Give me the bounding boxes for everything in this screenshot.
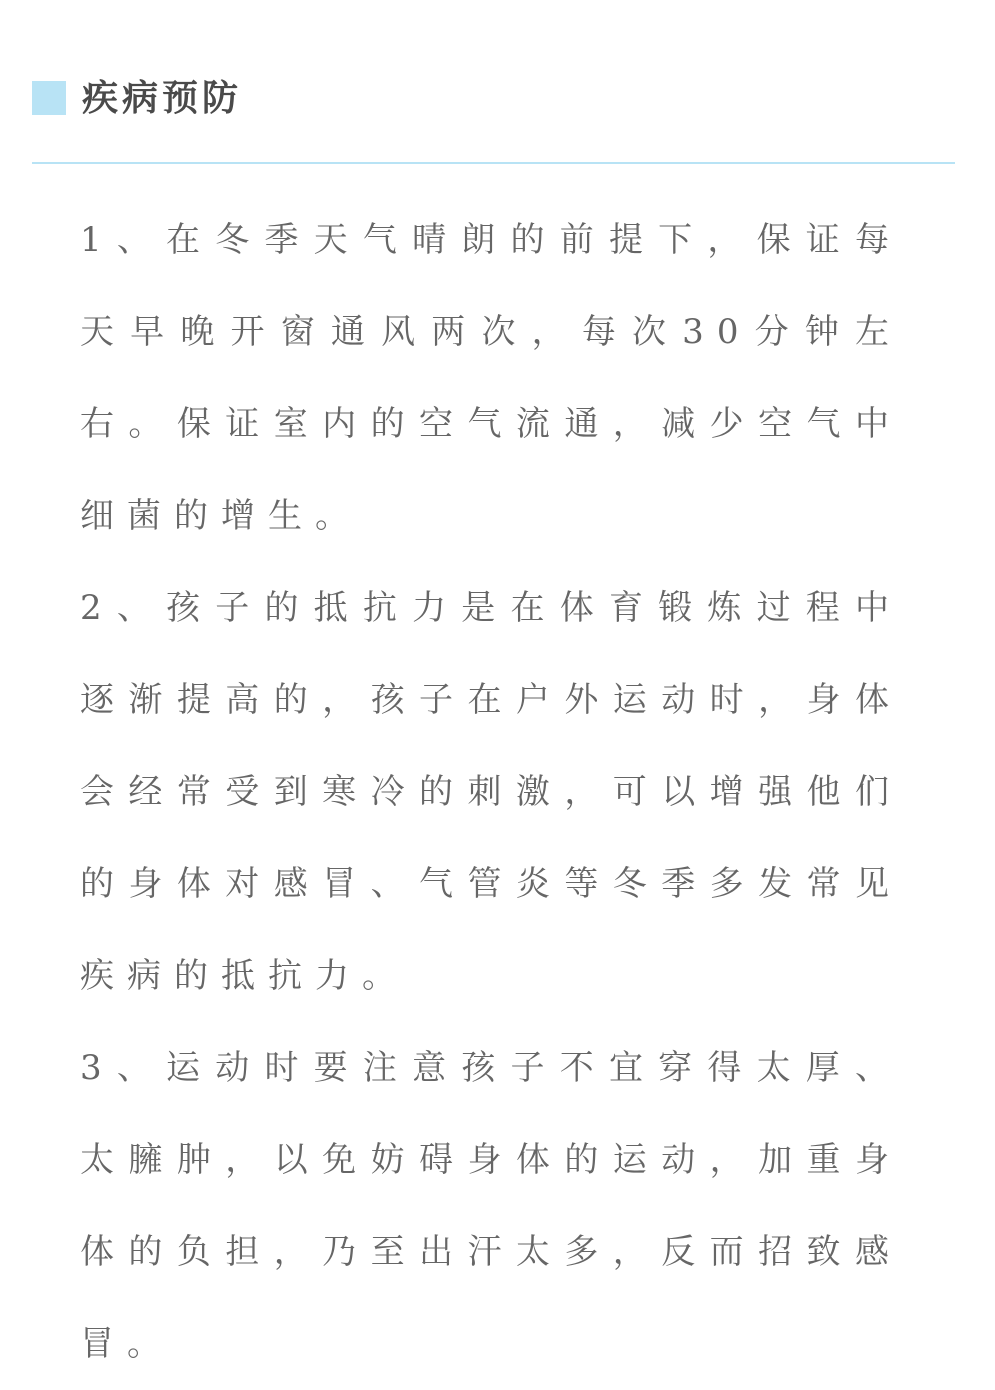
paragraph-2: 2、孩子的抵抗力是在体育锻炼过程中逐渐提高的，孩子在户外运动时，身体会经常受到寒冷的刺激，可以增强他们的身体对感冒、气管炎等冬季多发常见疾病的抵抗力。	[80, 588, 902, 996]
header-divider	[32, 162, 955, 164]
header-accent-square	[32, 81, 66, 115]
section-title: 疾病预防	[82, 77, 243, 119]
article-body	[80, 194, 902, 1390]
paragraph-1: 1、在冬季天气晴朗的前提下，保证每天早晚开窗通风两次，每次30分钟左右。保证室内的空气流通，减少空气中细菌的增生。	[80, 220, 902, 536]
paragraph-3: 3、运动时要注意孩子不宜穿得太厚、太臃肿，以免妨碍身体的运动，加重身体的负担，乃至出汗太多，反而招致感冒。	[80, 1048, 902, 1364]
section-header	[32, 62, 955, 134]
